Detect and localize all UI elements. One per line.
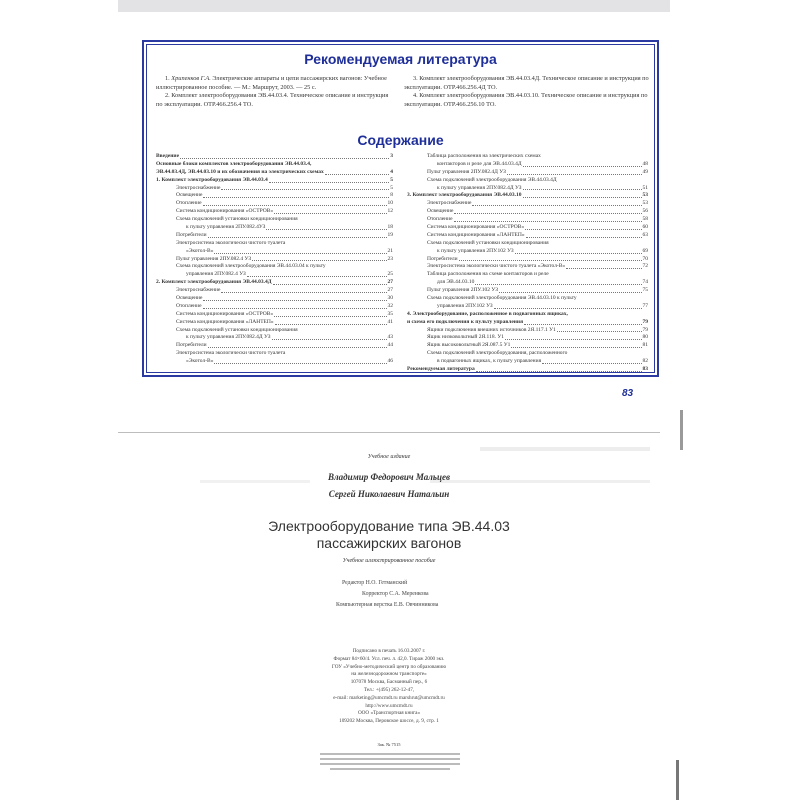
right-margin-strip (670, 0, 800, 800)
toc-entry-title: Пульт управления 2ПУ.102 УЗ (427, 287, 498, 294)
toc-entry-title: и схема его подключения к пульту управления (407, 318, 524, 325)
toc-entry (156, 177, 393, 185)
toc-entry (156, 169, 393, 177)
left-margin-strip (0, 0, 115, 800)
toc-entry-title: Ящик низковольтный 2Я.118. У1 (427, 334, 504, 341)
imprint-line: Формат 84×60/4. Усл. печ. л. 42,0. Тираж 2000 экз. (333, 655, 445, 662)
toc-leader-dots (208, 232, 387, 238)
toc-entry: Схема подключений электрооборудования ЭВ.44.03.4Д (427, 176, 557, 183)
toc-entry-title: Электроснабжение (427, 200, 472, 207)
imprint-line: ООО «Транспортная книга» (357, 710, 421, 717)
toc-entry-page: 4 (390, 168, 393, 175)
literature-item: 4. Комплект электрооборудования ЭВ.44.03.10. Техническое описание и инструкция по эксплуатации. ОТР.466.256.10 ТО. (404, 92, 648, 108)
toc-entry-title: контакторов и реле для ЭВ.44.03.4Д (437, 160, 522, 167)
toc-left-column (156, 153, 393, 366)
toc-entry-page: 51 (642, 184, 648, 191)
toc-right-column (407, 153, 648, 374)
toc-entry-page: 19 (387, 231, 393, 238)
toc-entry-page: 81 (642, 342, 648, 349)
toc-entry-title: Система кондиционирования «ОСТРОВ» (176, 310, 274, 317)
toc-entry-title: Ящики подключения внешних источников 2Я.117.1 У1 (427, 326, 556, 333)
toc-entry: Схема подключений установки кондиционирования (427, 239, 549, 246)
toc-leader-dots (494, 303, 642, 309)
toc-entry (407, 216, 648, 224)
toc-leader-dots (525, 224, 641, 230)
toc-entry-page: 43 (387, 334, 393, 341)
toc-entry (156, 248, 393, 256)
author-2: Сергей Николаевич Натальин (328, 489, 450, 499)
toc-leader-dots (523, 192, 642, 198)
imprint-line: ГОУ «Учебно-методический центр по образованию (331, 663, 447, 670)
literature-left-column (156, 75, 396, 109)
book-title-line-1: Электрооборудование типа ЭВ.44.03 (268, 518, 510, 534)
toc-entry-page: 5 (390, 176, 393, 183)
toc-entry (156, 224, 393, 232)
toc-entry-title: Освещение (176, 295, 203, 302)
toc-leader-dots (214, 248, 386, 254)
edition-type: Учебное издание (367, 454, 411, 460)
toc-entry-page: 53 (642, 200, 648, 207)
imprint-line: 107078 Москва, Басманный пер., 6 (350, 679, 428, 686)
toc-entry (407, 287, 648, 295)
toc-entry: Схема подключений установки кондиционирования (176, 326, 298, 333)
page-number: 83 (622, 388, 634, 399)
credit-layout: Компьютерная верстка Е.В. Овчинникова (336, 602, 439, 608)
toc-leader-dots (472, 200, 641, 206)
toc-entry-title: Система кондиционирования «ОСТРОВ» (427, 224, 525, 231)
toc-leader-dots (221, 287, 386, 293)
toc-entry (156, 311, 393, 319)
toc-leader-dots (180, 153, 389, 159)
contents-frame (142, 40, 659, 377)
toc-entry-title: Потребители (427, 255, 458, 262)
toc-leader-dots (507, 169, 642, 175)
toc-entry-page: 21 (387, 247, 393, 254)
toc-entry-page: 27 (387, 279, 393, 286)
toc-entry-page: 49 (642, 168, 648, 175)
toc-leader-dots (515, 248, 642, 254)
toc-entry (156, 192, 393, 200)
toc-leader-dots (203, 200, 387, 206)
imprint-line: на железнодорожном транспорте» (351, 671, 427, 678)
toc-entry (407, 224, 648, 232)
toc-entry-page: 82 (642, 358, 648, 365)
toc-leader-dots (557, 327, 642, 333)
toc-leader-dots (505, 334, 642, 340)
toc-entry (156, 287, 393, 295)
toc-entry (407, 208, 648, 216)
toc-entry-title: Отопление (176, 200, 202, 207)
toc-leader-dots (272, 334, 387, 340)
toc-entry-page: 63 (642, 231, 648, 238)
imprint-line: e-mail: marketing@umcmdt.ru marshrut@umcmdt.ru (333, 694, 445, 701)
toc-entry-title: Потребители (176, 231, 207, 238)
toc-leader-dots (203, 303, 387, 309)
toc-entry (156, 232, 393, 240)
toc-entry-title: Электроснабжение (176, 184, 221, 191)
toc-entry: Электросистема экологически чистого туалета (176, 350, 286, 357)
toc-entry (156, 334, 393, 342)
literature-item: 2. Комплект электрооборудования ЭВ.44.03.4. Техническое описание и инструкция по эксплуатации. ОТР.466.256.4 ТО. (156, 92, 389, 108)
toc-entry-page: 25 (387, 271, 393, 278)
toc-entry-page: 69 (642, 247, 648, 254)
bottom-edge-mark (676, 760, 679, 800)
toc-entry: Основные блоки комплектов электрооборудования ЭВ.44.03.4, (156, 160, 312, 167)
toc-leader-dots (542, 358, 641, 364)
toc-entry-title: для ЭВ.44.03.10 (437, 279, 475, 286)
toc-leader-dots (208, 342, 387, 348)
toc-entry-page: 77 (642, 302, 648, 309)
toc-leader-dots (221, 185, 389, 191)
toc-entry (407, 192, 648, 200)
toc-entry-page: 27 (387, 287, 393, 294)
toc-entry (156, 200, 393, 208)
toc-entry-title: Ящик высоковольтный 2Я.087.5 У1 (427, 342, 511, 349)
toc-entry-title: в подвагонных ящиках, к пульту управления (437, 358, 542, 365)
toc-entry-page: 35 (387, 310, 393, 317)
toc-entry-page: 75 (642, 287, 648, 294)
toc-leader-dots (523, 161, 642, 167)
toc-entry-page: 79 (642, 318, 648, 325)
toc-leader-dots (566, 263, 641, 269)
toc-entry-title: Отопление (176, 302, 202, 309)
toc-entry-title: Система кондиционирования «ОСТРОВ» (176, 208, 274, 215)
toc-leader-dots (459, 256, 642, 262)
toc-entry (407, 279, 648, 287)
toc-leader-dots (523, 185, 642, 191)
between-pages-band (680, 410, 683, 450)
book-title-line-2: пассажирских вагонов (316, 535, 462, 551)
toc-entry-title: Система кондиционирования «ЛАНТЕП» (427, 231, 525, 238)
toc-entry: 4. Электрооборудование, расположенное в подвагонных ящиках, (407, 310, 568, 317)
toc-entry (156, 185, 393, 193)
imprint-line: Тел.: +(495) 262-12-47, (363, 686, 415, 693)
toc-leader-dots (247, 271, 387, 277)
toc-leader-dots (214, 358, 386, 364)
toc-entry-title: Отопление (427, 216, 453, 223)
toc-leader-dots (269, 177, 390, 183)
toc-entry-page: 74 (642, 279, 648, 286)
toc-entry-title: «Экотол-В» (186, 358, 214, 365)
toc-entry-page: 41 (387, 318, 393, 325)
credit-proofreader: Корректор С.А. Меренкова (362, 591, 429, 597)
toc-leader-dots (454, 216, 642, 222)
toc-entry-title: Освещение (176, 192, 203, 199)
toc-entry-page: 58 (642, 216, 648, 223)
toc-entry-title: 3. Комплект электрооборудования ЭВ.44.03.10 (407, 192, 522, 199)
toc-entry-title: к пульту управления 2ПУ.082.4УЗ (186, 224, 266, 231)
bleed-through-mark (480, 447, 650, 451)
toc-entry: Схема подключений электрооборудования, расположенного (427, 350, 568, 357)
toc-entry: Электросистема экологически чистого туалета (176, 239, 286, 246)
toc-entry (156, 271, 393, 279)
toc-entry-page: 8 (390, 192, 393, 199)
toc-entry-title: Освещение (427, 208, 454, 215)
toc-entry-title: Рекомендуемая литература (407, 366, 475, 373)
toc-entry (407, 200, 648, 208)
toc-entry (407, 366, 648, 374)
toc-entry-title: к пульту управления 2ПУ.082.4Д УЗ (186, 334, 271, 341)
toc-entry-title: Электросистема экологически чистого туалета «Экотол-В» (427, 263, 566, 270)
order-number: Зак. № 7515 (377, 742, 401, 747)
toc-entry: Схема подключений электрооборудования ЭВ.44.03.10 к пульту (427, 295, 577, 302)
toc-entry (156, 295, 393, 303)
toc-entry (407, 358, 648, 366)
toc-entry-page: 53 (642, 192, 648, 199)
literature-author: Хрипенков Г.А. (171, 75, 211, 82)
toc-entry-title: управления 2ПУ.082.4 УЗ (186, 271, 246, 278)
credit-editor: Редактор Н.О. Гетманский (342, 580, 408, 586)
toc-entry-page: 80 (642, 334, 648, 341)
toc-leader-dots (275, 319, 387, 325)
toc-entry (156, 358, 393, 366)
literature-heading: Рекомендуемая литература (304, 51, 497, 67)
toc-leader-dots (274, 311, 386, 317)
top-gray-band (118, 0, 670, 12)
toc-entry-page: 30 (387, 295, 393, 302)
toc-entry: Таблица расположения на схеме контакторов и реле (427, 271, 549, 278)
toc-entry-page: 3 (390, 153, 393, 159)
toc-entry: Таблица расположения на электрических схемах (427, 153, 541, 159)
toc-entry-page: 56 (642, 208, 648, 215)
toc-entry (407, 232, 648, 240)
toc-leader-dots (325, 169, 389, 175)
printer-fine-print (320, 750, 460, 776)
toc-entry (156, 319, 393, 327)
toc-entry-title: к пульту управления 2ПУ.082.4Д УЗ (437, 184, 522, 191)
toc-entry: Схема подключений установки кондиционирования (176, 216, 298, 223)
toc-entry-page: 12 (387, 208, 393, 215)
toc-entry-page: 23 (387, 255, 393, 262)
toc-entry-page: 60 (642, 224, 648, 231)
toc-leader-dots (266, 224, 386, 230)
toc-entry-page: 46 (387, 358, 393, 365)
contents-heading: Содержание (357, 132, 444, 148)
toc-entry-title: Система кондиционирования «ЛАНТЕП» (176, 318, 274, 325)
literature-right-column (404, 75, 649, 109)
toc-entry (407, 334, 648, 342)
toc-entry: Схема подключений электрооборудования ЭВ.44.03.04 к пульту (176, 263, 326, 270)
toc-leader-dots (274, 208, 386, 214)
toc-entry-title: к пульту управления 2ПУ.102 УЗ (437, 247, 514, 254)
imprint-block (118, 648, 660, 726)
toc-entry (407, 303, 648, 311)
toc-entry-page: 48 (642, 160, 648, 167)
toc-entry (407, 161, 648, 169)
toc-entry-title: Пульт управления 2ПУ.082.4 УЗ (176, 255, 252, 262)
toc-leader-dots (511, 342, 641, 348)
toc-entry-title: управления 2ПУ.102 УЗ (437, 302, 493, 309)
book-subtitle: Учебное иллюстрированное пособие (342, 558, 436, 564)
toc-entry-title: Пульт управления 2ПУ.082.4Д УЗ (427, 168, 506, 175)
toc-leader-dots (499, 287, 642, 293)
toc-entry-page: 5 (390, 184, 393, 191)
toc-entry-page: 70 (642, 255, 648, 262)
toc-leader-dots (475, 279, 641, 285)
imprint-line: Подписано в печать 16.03.2007 г. (352, 648, 426, 654)
toc-entry (407, 319, 648, 327)
toc-entry-page: 79 (642, 326, 648, 333)
toc-leader-dots (476, 366, 642, 372)
toc-leader-dots (203, 192, 389, 198)
imprint-line: http://www.umcmdt.ru (365, 702, 413, 709)
toc-entry (407, 248, 648, 256)
toc-entry-page: 83 (642, 366, 648, 373)
toc-entry-title: Введение (156, 153, 180, 159)
toc-entry-title: ЭВ.44.03.4Д, ЭВ.44.03.10 и их обозначения на электрических схемах (156, 168, 324, 175)
toc-entry (407, 327, 648, 335)
toc-leader-dots (454, 208, 641, 214)
toc-entry-title: 1. Комплект электрооборудования ЭВ.44.03.4 (156, 176, 268, 183)
toc-entry-title: «Экотол-В» (186, 247, 214, 254)
toc-leader-dots (203, 295, 386, 301)
toc-entry-page: 72 (642, 263, 648, 270)
toc-leader-dots (526, 232, 642, 238)
toc-entry-title: Электроснабжение (176, 287, 221, 294)
toc-entry (407, 169, 648, 177)
toc-entry (156, 303, 393, 311)
author-1: Владимир Федорович Мальцев (327, 472, 451, 482)
toc-leader-dots (252, 256, 386, 262)
toc-leader-dots (524, 319, 641, 325)
literature-item: 1. Хрипенков Г.А. Электрические аппараты и цепи пассажирских вагонов: Учебное иллюстрированное пособие. — М.: Маршрут, 2003. — 25 с. (156, 75, 387, 91)
literature-item: 3. Комплект электрооборудования ЭВ.44.03.4Д. Техническое описание и инструкция по эксплуатации. ОТР.466.256.4Д ТО. (404, 75, 649, 91)
toc-entry (156, 208, 393, 216)
toc-entry (156, 342, 393, 350)
toc-entry (407, 185, 648, 193)
toc-entry (407, 256, 648, 264)
toc-entry (156, 153, 393, 161)
toc-entry-page: 32 (387, 302, 393, 309)
toc-entry (156, 279, 393, 287)
toc-entry-page: 10 (387, 200, 393, 207)
toc-entry-page: 18 (387, 224, 393, 231)
toc-entry-title: 2. Комплект электрооборудования ЭВ.44.03.4Д (156, 279, 272, 286)
toc-entry-page: 44 (387, 342, 393, 349)
imprint-line: 109202 Москва, Перовское шоссе, д. 9, стр. 1 (339, 718, 439, 725)
toc-entry-title: Потребители (176, 342, 207, 349)
toc-leader-dots (273, 279, 387, 285)
